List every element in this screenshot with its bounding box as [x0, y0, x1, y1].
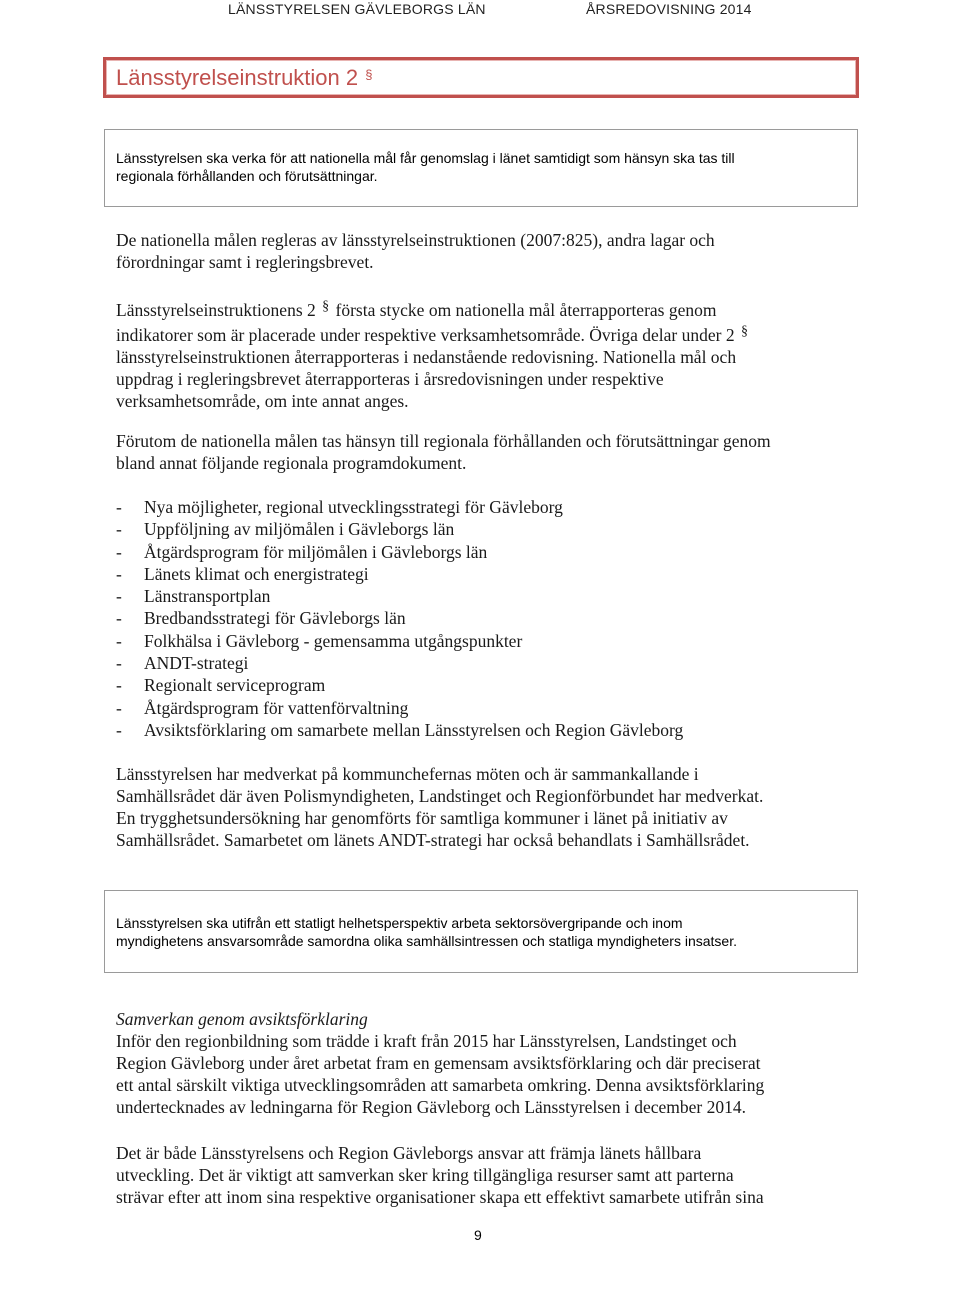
- running-header-left: LÄNSSTYRELSEN GÄVLEBORGS LÄN: [228, 1, 486, 17]
- list-dash: -: [116, 608, 122, 629]
- list-item-text: Uppföljning av miljömålen i Gävleborgs län: [144, 519, 455, 540]
- list-item: [116, 563, 683, 585]
- paragraph-instruction: [116, 296, 750, 412]
- paragraph-line: strävar efter att inom sina respektive organisationer skapa ett effektivt samarbete utifrån sina: [116, 1187, 764, 1207]
- list-item-text: ANDT-strategi: [144, 653, 249, 674]
- instruction-box-1: [104, 129, 858, 207]
- paragraph-sign: §: [365, 67, 373, 82]
- list-item: [116, 719, 683, 741]
- box2-line-1: Länsstyrelsen ska utifrån ett statligt helhetsperspektiv arbeta sektorsövergripande och inom: [116, 915, 683, 931]
- list-item-text: Länets klimat och energistrategi: [144, 563, 369, 584]
- list-dash: -: [116, 563, 122, 584]
- list-item-text: Nya möjligheter, regional utvecklingsstrategi för Gävleborg: [144, 497, 563, 517]
- list-item-text: Bredbandsstrategi för Gävleborgs län: [144, 608, 406, 629]
- section-heading: Samverkan genom avsiktsförklaring: [116, 1009, 368, 1029]
- paragraph-line: Samhällsrådet där även Polismyndigheten, Landstinget och Regionförbundet har medverkat.: [116, 786, 764, 806]
- section-avsiktsforklaring: [116, 1008, 764, 1118]
- paragraph-line: Förutom de nationella målen tas hänsyn till regionala förhållanden och förutsättningar genom: [116, 431, 771, 451]
- list-item: [116, 541, 683, 563]
- list-dash: -: [116, 630, 122, 651]
- list-dash: -: [116, 497, 122, 517]
- list-dash: -: [116, 719, 122, 740]
- list-item: [116, 496, 683, 518]
- paragraph-sign: §: [322, 299, 330, 314]
- page-number: 9: [474, 1227, 482, 1243]
- paragraph-line: verksamhetsområde, om inte annat anges.: [116, 391, 409, 411]
- list-dash: -: [116, 653, 122, 674]
- instruction-box-2: [104, 890, 858, 973]
- list-dash: -: [116, 586, 122, 607]
- list-item: [116, 630, 683, 652]
- box1-line-2: regionala förhållanden och förutsättningar.: [116, 168, 378, 184]
- paragraph-line: Länsstyrelsen har medverkat på kommunchefernas möten och är sammankallande i: [116, 764, 699, 784]
- paragraph-line: En trygghetsundersökning har genomförts för samtliga kommuner i länet på initiativ av: [116, 808, 728, 828]
- list-dash: -: [116, 541, 122, 562]
- paragraph-line: undertecknades av ledningarna för Region Gävleborg och Länsstyrelsen i december 2014.: [116, 1097, 746, 1117]
- list-item-text: Åtgärdsprogram för miljömålen i Gävleborgs län: [144, 541, 488, 562]
- paragraph-line: länsstyrelseinstruktionen återrapporteras i nedanstående redovisning. Nationella mål och: [116, 347, 737, 367]
- list-item-text: Regionalt serviceprogram: [144, 675, 326, 696]
- list-item: [116, 674, 683, 696]
- list-item: [116, 518, 683, 540]
- running-header-right: ÅRSREDOVISNING 2014: [586, 1, 752, 17]
- list-item: [116, 697, 683, 719]
- list-item-text: Folkhälsa i Gävleborg - gemensamma utgångspunkter: [144, 630, 523, 651]
- list-dash: -: [116, 697, 122, 718]
- list-item: [116, 607, 683, 629]
- program-document-list: [116, 496, 683, 741]
- paragraph-line: De nationella målen regleras av länsstyrelseinstruktionen (2007:825), andra lagar och: [116, 230, 715, 250]
- paragraph-line: Inför den regionbildning som trädde i kraft från 2015 har Länsstyrelsen, Landstinget och: [116, 1031, 737, 1051]
- box1-line-1: Länsstyrelsen ska verka för att nationella mål får genomslag i länet samtidigt som hänsyn ska tas till: [116, 150, 735, 166]
- paragraph-line: uppdrag i regleringsbrevet återrapporteras i årsredovisningen under respektive: [116, 369, 664, 389]
- list-dash: -: [116, 675, 122, 696]
- list-item-text: Avsiktsförklaring om samarbete mellan Länsstyrelsen och Region Gävleborg: [144, 719, 684, 740]
- paragraph-line: [116, 321, 750, 346]
- paragraph-line: bland annat följande regionala programdokument.: [116, 453, 467, 473]
- paragraph-line: Det är både Länsstyrelsens och Region Gävleborgs ansvar att främja länets hållbara: [116, 1143, 702, 1163]
- para2-line1-b: första stycke om nationella mål återrapporteras genom: [335, 300, 717, 320]
- list-item-text: Åtgärdsprogram för vattenförvaltning: [144, 697, 409, 718]
- paragraph-line: ett antal särskilt viktiga utvecklingsområden att samarbeta omkring. Denna avsiktsförklaring: [116, 1075, 765, 1095]
- paragraph-regional: [116, 430, 771, 474]
- paragraph-line: [116, 296, 750, 321]
- paragraph-responsibility: [116, 1142, 764, 1208]
- list-item-text: Länstransportplan: [144, 586, 271, 607]
- section-title: [116, 65, 372, 91]
- box2-line-2: myndighetens ansvarsområde samordna olika samhällsintressen och statliga myndigheters insatser.: [116, 933, 737, 949]
- paragraph-line: Region Gävleborg under året arbetat fram en gemensam avsiktsförklaring och där preciserat: [116, 1053, 761, 1073]
- paragraph-line: förordningar samt i regleringsbrevet.: [116, 252, 374, 272]
- list-dash: -: [116, 519, 122, 540]
- para2-line2: indikatorer som är placerade under respektive verksamhetsområde. Övriga delar under 2: [116, 325, 735, 345]
- paragraph-line: Samhällsrådet. Samarbetet om länets ANDT-strategi har också behandlats i Samhällsrådet.: [116, 830, 750, 850]
- paragraph-cooperation: [116, 763, 763, 851]
- list-item: [116, 652, 683, 674]
- section-title-box: [103, 57, 859, 98]
- paragraph-goals: [116, 229, 715, 273]
- list-item: [116, 585, 683, 607]
- para2-line1-a: Länsstyrelseinstruktionens 2: [116, 300, 316, 320]
- section-title-text: Länsstyrelseinstruktion 2: [116, 65, 359, 90]
- paragraph-sign: §: [740, 324, 748, 339]
- paragraph-line: utveckling. Det är viktigt att samverkan sker kring tillgängliga resurser samt att parterna: [116, 1165, 734, 1185]
